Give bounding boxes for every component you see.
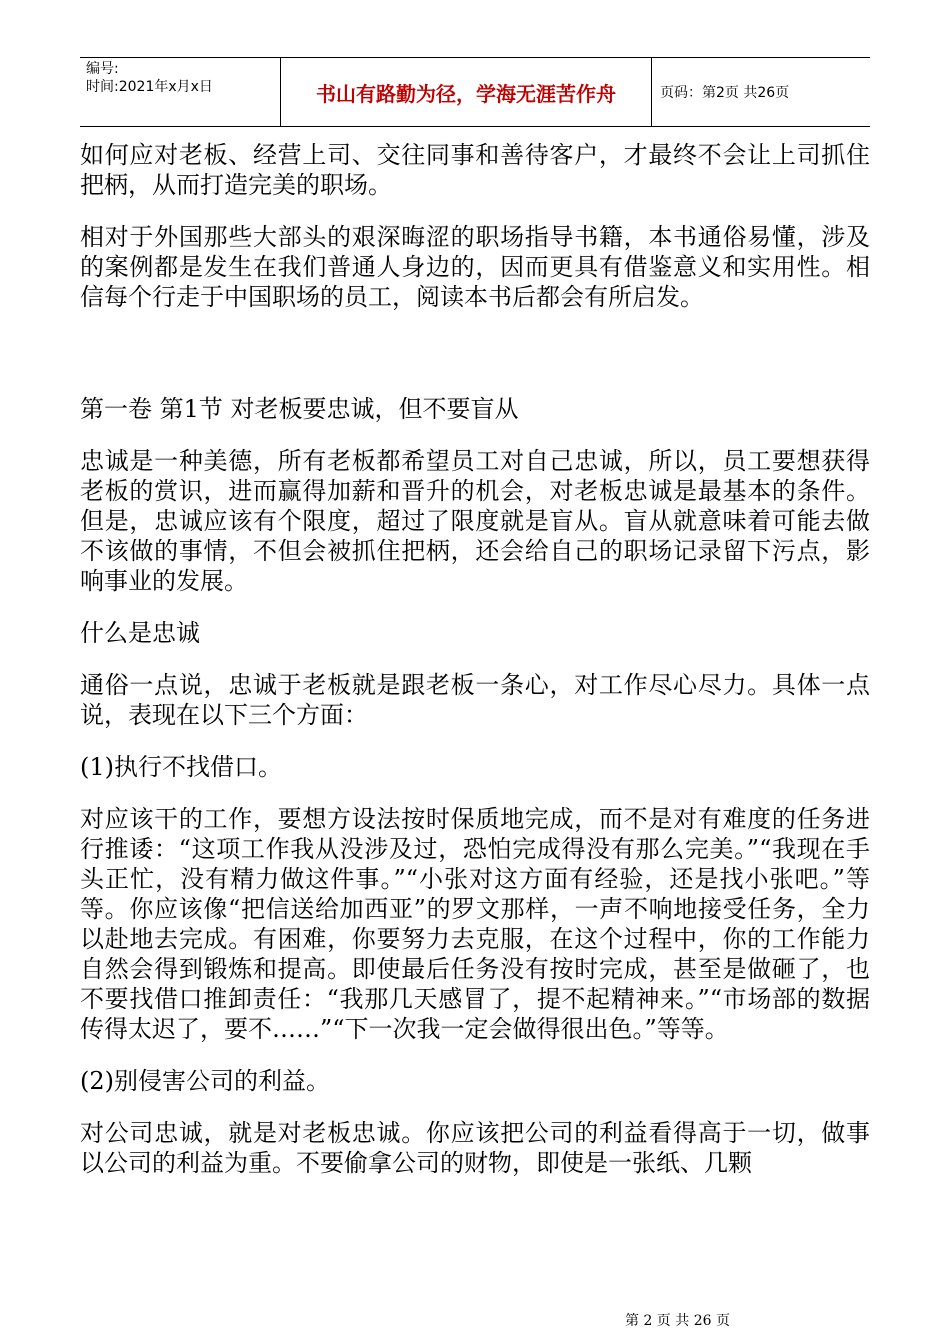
header-info [80,58,280,126]
section-heading: 第一卷 第1节 对老板要忠诚，但不要盲从 [80,395,519,423]
subheading-what-is-loyalty: 什么是忠诚 [80,619,200,647]
paragraph-5: 对应该干的工作，要想方设法按时保质地完成，而不是对有难度的任务进行推诿：“这项工作我从没涉及过，恐怕完成得没有那么完美。”“我现在手头正忙，没有精力做这件事。”“小张对这方面有经验，还是找小张吧。”等等。你应该像“把信送给加西亚”的罗文那样，一声不响地接受任务，全力以赴地去完成。有困难，你要努力去克服，在这个过程中，你的工作能力自然会得到锻炼和提高。即使最后任务没有按时完成，甚至是做砸了，也不要找借口推卸责任：“我那几天感冒了，提不起精神来。”“市场部的数据传得太迟了，要不……”“下一次我一定会做得很出色。”等等。 [80,805,870,1043]
paragraph-6: 对公司忠诚，就是对老板忠诚。你应该把公司的利益看得高于一切，做事以公司的利益为重。不要偷拿公司的财物，即使是一张纸、几颗 [80,1119,870,1177]
page-header [80,57,870,127]
paragraph-2: 相对于外国那些大部头的艰深晦涩的职场指导书籍，本书通俗易懂，涉及的案例都是发生在我们普通人身边的，因而更具有借鉴意义和实用性。相信每个行走于中国职场的员工，阅读本书后都会有所启发。 [80,223,870,311]
header-motto: 书山有路勤为径，学海无涯苦作舟 [280,58,652,126]
paragraph-4: 通俗一点说，忠诚于老板就是跟老板一条心，对工作尽心尽力。具体一点说，表现在以下三个方面： [80,671,870,729]
header-page-code: 页码：第2页 共26页 [660,85,790,101]
list-item-1: (1)执行不找借口。 [80,753,282,781]
document-number-label: 编号: [86,61,119,77]
document-time-label: 时间:2021年x月x日 [86,79,213,95]
paragraph-3: 忠诚是一种美德，所有老板都希望员工对自己忠诚，所以，员工要想获得老板的赏识，进而赢得加薪和晋升的机会，对老板忠诚是最基本的条件。但是，忠诚应该有个限度，超过了限度就是盲从。盲从就意味着可能去做不该做的事情，不但会被抓住把柄，还会给自己的职场记录留下污点，影响事业的发展。 [80,447,870,595]
page-footer: 第 2 页 共 26 页 [625,1313,730,1329]
document-body [80,140,870,1200]
list-item-2: (2)别侵害公司的利益。 [80,1067,330,1095]
paragraph-1: 如何应对老板、经营上司、交往同事和善待客户，才最终不会让上司抓住把柄，从而打造完美的职场。 [80,141,870,199]
